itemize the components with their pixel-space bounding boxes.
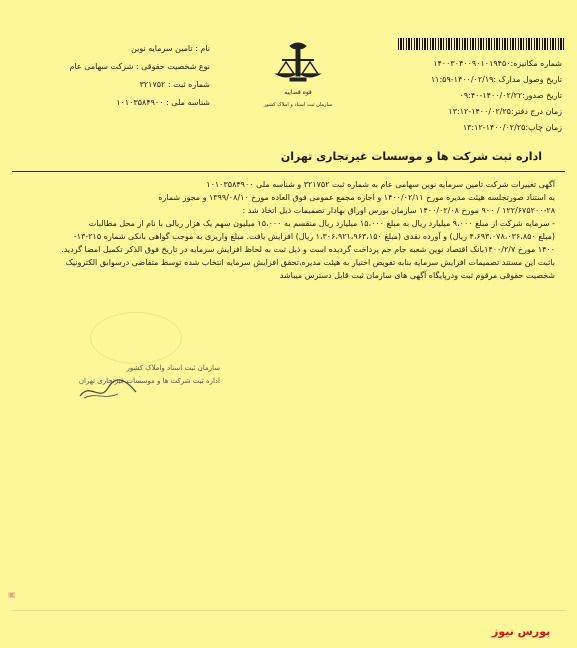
notice-line: - سرمایه شرکت از مبلغ ۹،۰۰۰ میلیارد ریال به مبلغ ۱۵،۰۰۰ میلیارد ریال منقسم به ۱۵،۰۰۰ میلیون سهم یک هزار ریالی با نام از محل مطالبات: [88, 219, 555, 228]
company-info: [70, 40, 210, 112]
meta-issue-date: تاریخ صدور:۱۴۰۰/۰۲/۲۲-۰۹:۴۰: [459, 91, 562, 100]
emblem-caption-registration: سازمان ثبت اسناد و املاک کشور: [263, 102, 333, 108]
company-reg-number: شماره ثبت : ۳۲۱۷۵۲: [139, 80, 210, 89]
source-brand: بورس نیوز: [492, 625, 551, 638]
notice-line: به استناد صورتجلسه هیئت مدیره مورخ ۱۴۰۰/۰۲/۱۱ و اجازه مجمع عمومی فوق العاده مورخ ۱۳۹۹/۰۸/۱۰ و مجوز شماره: [158, 193, 555, 202]
notice-line: شخصیت حقوقی مرقوم ثبت ودرپایگاه آگهی های سازمان ثبت قابل دسترس میباشد: [279, 271, 555, 280]
notice-line: ۱۲۲/۶۷۵۲۰۰-۲۸ / ۹۰۰ مورخ ۱۴۰۰/۰۲/۰۸ سازمان بورس اوراق بهادار تصمیمات ذیل اتخاذ شد :: [242, 206, 555, 215]
barcode: [398, 38, 566, 50]
document-meta: [362, 56, 562, 136]
department-title: اداره ثبت شرکت ها و موسسات غیرتجاری تهران: [280, 150, 542, 163]
signature-scribble-icon: [78, 378, 138, 402]
footer-divider: [12, 610, 565, 611]
meta-mechanized-number: شماره مکانیزه:۱۴۰۰۳۰۴۰۰۹۰۱۰۱۹۴۵۰: [433, 59, 562, 68]
company-type: نوع شخصیت حقوقی : شرکت سهامی عام: [69, 62, 210, 71]
judiciary-emblem-icon: [263, 40, 333, 110]
stamp-line-org: سازمان ثبت اسناد واملاک کشور: [126, 364, 220, 372]
notice-line: (مبلغ ۴،۶۹۳،۰۷۸،۰۳۶،۸۵۰ ریال) و آورده نقدی (مبلغ ۱،۳۰۶،۹۲۱،۹۶۳،۱۵۰ ریال) افزایش یافت. مبلغ واریزی به موجب گواهی بانکی شماره ۲۱۵-۱۳-: [73, 232, 555, 241]
company-national-id: شناسه ملی : ۱۰۱۰۳۵۸۴۹۰۰: [116, 98, 210, 107]
faint-seal: [90, 312, 182, 364]
notice-body: [25, 178, 555, 282]
meta-receipt-date: تاریخ وصول مدارک :۱۴۰۰/۰۲/۱۹-۱۱:۵۹: [430, 75, 562, 84]
emblem-caption-judiciary: قوه قضاییه: [284, 89, 312, 96]
meta-register-time: زمان درج دفتر:۱۴۰۰/۰۲/۲۵-۱۳:۱۲: [448, 107, 562, 116]
stamp-line-office: اداره ثبت شرکت ها و موسسات غیرتجاری تهران: [78, 377, 220, 385]
company-name: نام : تامین سرمایه نوین: [131, 44, 210, 53]
header-divider: [12, 171, 565, 172]
notice-line: ۱۴۰۰ مورخ ۱۴۰۰/۲/۷بانک اقتصاد نوین شعبه جام جم پرداخت گردیده است و ذیل ثبت به لحاظ افزایش سرمایه در تاریخ فوق الذکر تکمیل امضا گردید.: [61, 245, 555, 254]
meta-print-time: زمان چاپ:۱۴۰۰/۰۲/۲۵-۱۳:۱۲: [462, 123, 562, 132]
notice-line: آگهی تغییرات شرکت تامین سرمایه نوین سهامی عام به شماره ثبت ۳۲۱۷۵۲ و شناسه ملی ۱۰۱۰۳۵۸۴۹۰۰: [206, 180, 555, 189]
corner-watermark-icon: ▣: [8, 590, 16, 599]
notice-line: باثبت این مستند تصمیمات افزایش سرمایه بنابه تفویض اختیار به هیئت مدیره،تحقق افزایش سرمایه انتخاب شده توسط متقاضی درسوابق الکترونیک: [65, 258, 555, 267]
